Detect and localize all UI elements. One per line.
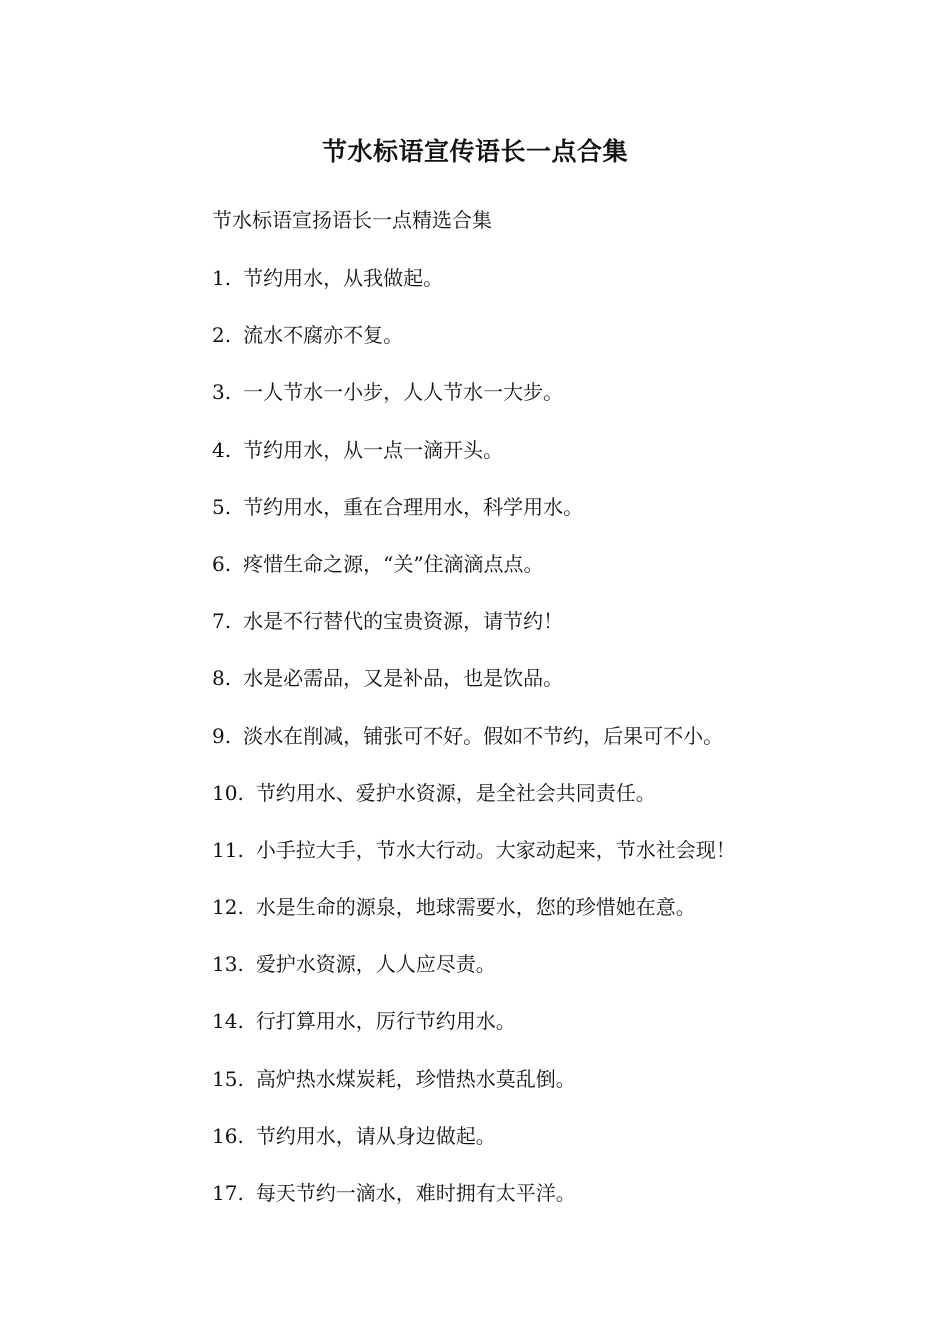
slogan-item bbox=[212, 262, 912, 319]
slogan-item bbox=[212, 1063, 912, 1120]
slogan-number: 4. bbox=[212, 437, 232, 462]
slogan-item bbox=[212, 834, 912, 891]
slogan-number: 2. bbox=[212, 323, 232, 348]
slogan-number: 8. bbox=[212, 666, 232, 691]
slogan-text: 淡水在削减，铺张可不好。假如不节约，后果可不小。 bbox=[243, 723, 724, 748]
slogan-item bbox=[212, 948, 912, 1005]
slogan-number: 6. bbox=[212, 551, 232, 576]
slogan-text: 小手拉大手，节水大行动。大家动起来，节水社会现！ bbox=[255, 837, 736, 862]
slogan-text: 水是不行替代的宝贵资源，请节约！ bbox=[243, 609, 564, 634]
slogan-number: 10. bbox=[212, 780, 244, 805]
slogan-text: 每天节约一滴水，难时拥有太平洋。 bbox=[255, 1181, 576, 1205]
slogan-item bbox=[212, 720, 912, 777]
slogan-number: 16. bbox=[212, 1123, 244, 1148]
slogan-text: 爱护水资源，人人应尽责。 bbox=[255, 952, 496, 977]
slogan-number: 17. bbox=[212, 1181, 244, 1205]
slogan-number: 14. bbox=[212, 1009, 244, 1034]
document-title: 节水标语宣传语长一点合集 bbox=[321, 137, 628, 166]
slogan-item bbox=[212, 1005, 912, 1062]
slogan-text: 疼惜生命之源，“关”住滴滴点点。 bbox=[243, 551, 544, 576]
slogan-item bbox=[212, 1177, 912, 1234]
slogan-number: 9. bbox=[212, 723, 232, 748]
slogan-number: 5. bbox=[212, 494, 232, 519]
slogan-item bbox=[212, 777, 912, 834]
slogan-number: 15. bbox=[212, 1066, 244, 1091]
slogan-item bbox=[212, 662, 912, 719]
slogan-item bbox=[212, 376, 912, 433]
slogan-number: 7. bbox=[212, 609, 232, 634]
slogan-text: 一人节水一小步，人人节水一大步。 bbox=[243, 380, 564, 405]
slogan-text: 流水不腐亦不复。 bbox=[243, 323, 404, 348]
slogan-number: 11. bbox=[212, 837, 244, 862]
slogan-number: 3. bbox=[212, 380, 232, 405]
slogan-item bbox=[212, 605, 912, 662]
slogan-text: 行打算用水，厉行节约用水。 bbox=[255, 1009, 516, 1034]
slogan-item bbox=[212, 491, 912, 548]
slogan-text: 节约用水，请从身边做起。 bbox=[255, 1123, 496, 1148]
slogan-text: 节约用水、爱护水资源，是全社会共同责任。 bbox=[255, 780, 656, 805]
slogan-item bbox=[212, 434, 912, 491]
slogan-text: 节约用水，从一点一滴开头。 bbox=[243, 437, 504, 462]
slogan-item bbox=[212, 891, 912, 948]
slogan-text: 节约用水，从我做起。 bbox=[243, 266, 444, 290]
slogan-text: 节约用水，重在合理用水，科学用水。 bbox=[243, 494, 584, 519]
slogan-number: 1. bbox=[212, 266, 232, 290]
document-subtitle: 节水标语宣扬语长一点精选合集 bbox=[212, 208, 492, 232]
slogan-text: 水是必需品，又是补品，也是饮品。 bbox=[243, 666, 564, 691]
slogan-number: 13. bbox=[212, 952, 244, 977]
slogan-list bbox=[212, 262, 912, 1234]
slogan-item bbox=[212, 1120, 912, 1177]
slogan-item bbox=[212, 548, 912, 605]
slogan-item bbox=[212, 319, 912, 376]
slogan-number: 12. bbox=[212, 895, 244, 920]
slogan-text: 水是生命的源泉，地球需要水，您的珍惜她在意。 bbox=[255, 895, 696, 920]
slogan-text: 高炉热水煤炭耗，珍惜热水莫乱倒。 bbox=[255, 1066, 576, 1091]
